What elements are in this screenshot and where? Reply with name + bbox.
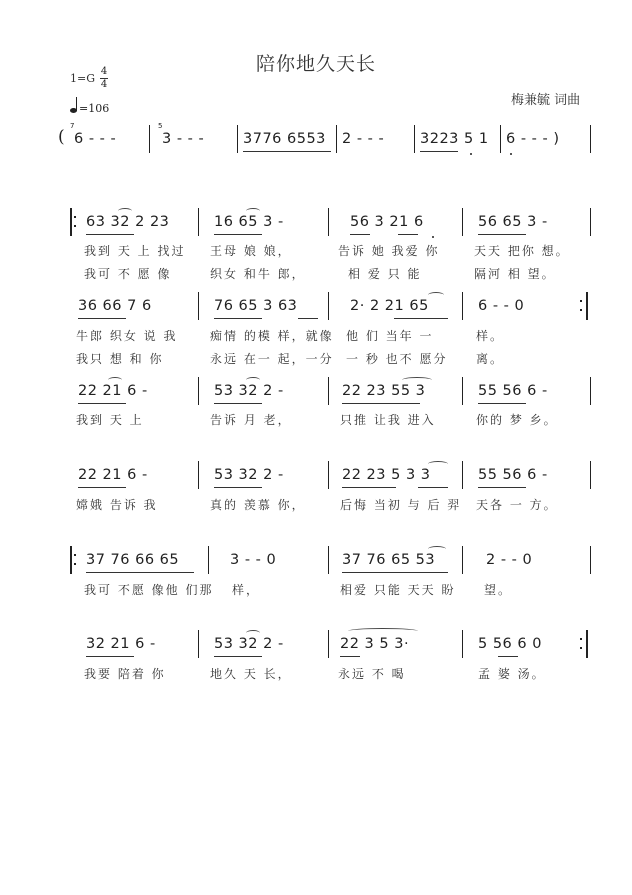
lyric-line-1: 告诉 月 老，: [210, 413, 292, 427]
score-system-1: [0, 214, 632, 238]
song-title: 陪你地久天长: [255, 53, 376, 75]
lyric-line-2: 我只 想 和 你: [76, 352, 164, 366]
intro-bar: 3 - - -: [162, 131, 205, 147]
tempo-marking: =106: [70, 102, 109, 115]
intro-line: ( 7 6 - - - 5 3 - - - 3776 6553 2 - - - 3223 5 1 6 - - - ): [0, 131, 632, 155]
lyric-line-2: 隔河 相 望。: [474, 267, 556, 281]
score-system-6: [0, 636, 632, 660]
measure: 53 32 2 -: [214, 383, 284, 399]
measure: 53 32 2 -: [214, 636, 284, 652]
lyric-line-1: 王母 娘 娘，: [210, 244, 292, 258]
measure: 22 23 5 3 3: [342, 467, 431, 483]
lyric-line-1: 只推 让我 进入: [340, 413, 436, 427]
measure: 32 21 6 -: [86, 636, 156, 652]
lyric-line-1: 地久 天 长，: [210, 667, 292, 681]
measure: 63 32 2 23: [86, 214, 170, 230]
lyric-line-1: 痴情 的模 样，就像: [210, 329, 334, 343]
lyric-line-1: 牛郎 织女 说 我: [76, 329, 178, 343]
score-system-2: [0, 298, 632, 322]
lyric-line-1: 我要 陪着 你: [84, 667, 166, 681]
lyric-line-2: 织女 和牛 郎，: [210, 267, 306, 281]
lyric-line-1: 我可 不愿 像他 们那: [84, 583, 214, 597]
measure: 22 21 6 -: [78, 467, 148, 483]
measure: 2 - - 0: [486, 552, 533, 568]
intro-bar: 6 - - - ): [506, 131, 560, 147]
measure: 22 3 5 3·: [340, 636, 410, 652]
lyric-line-1: 告诉 她 我爱 你: [338, 244, 440, 258]
lyric-line-1: 后悔 当初 与 后 羿: [340, 498, 462, 512]
measure: 56 65 3 -: [478, 214, 548, 230]
lyric-line-2: 我可 不 愿 像: [84, 267, 172, 281]
lyric-line-1: 我到 天 上 找过: [84, 244, 186, 258]
score-system-3: [0, 383, 632, 407]
time-signature-bottom: 4: [100, 79, 108, 90]
measure: 53 32 2 -: [214, 467, 284, 483]
intro-bar: 3776 6553: [243, 131, 326, 147]
measure: 5 56 6 0: [478, 636, 542, 652]
lyric-line-1: 样，: [232, 583, 261, 597]
measure: 22 21 6 -: [78, 383, 148, 399]
lyric-line-2: 相 爱 只 能: [348, 267, 422, 281]
lyric-line-1: 真的 羡慕 你，: [210, 498, 306, 512]
measure: 76 65 3 63: [214, 298, 298, 314]
measure: 56 3 21 6: [350, 214, 424, 230]
quarter-note-icon: [70, 108, 77, 113]
lyric-line-1: 样。: [476, 329, 505, 343]
lyric-line-1: 天各 一 方。: [476, 498, 558, 512]
measure: 22 23 55 3: [342, 383, 426, 399]
score-system-5: [0, 552, 632, 576]
lyric-line-1: 永远 不 喝: [338, 667, 406, 681]
measure: 3 - - 0: [230, 552, 277, 568]
intro-bar: 6 - - -: [74, 131, 117, 147]
score-system-4: [0, 467, 632, 491]
lyric-line-1: 我到 天 上: [76, 413, 144, 427]
lyric-line-2: 离。: [476, 352, 505, 366]
lyric-line-1: 相爱 只能 天天 盼: [340, 583, 456, 597]
lyric-line-1: 你的 梦 乡。: [476, 413, 558, 427]
lyric-line-1: 嫦娥 告诉 我: [76, 498, 158, 512]
intro-bar: 2 - - -: [342, 131, 385, 147]
key-signature: 1=G: [70, 72, 96, 85]
measure: 2· 2 21 65: [350, 298, 429, 314]
lyric-line-1: 他 们 当年 一: [346, 329, 434, 343]
grace-note: 7: [70, 122, 75, 130]
measure: 37 76 66 65: [86, 552, 180, 568]
measure: 16 65 3 -: [214, 214, 284, 230]
composer-credit: 梅兼毓 词曲: [511, 93, 581, 108]
lyric-line-1: 望。: [484, 583, 513, 597]
measure: 6 - - 0: [478, 298, 525, 314]
measure: 55 56 6 -: [478, 467, 548, 483]
measure: 36 66 7 6: [78, 298, 152, 314]
measure: 37 76 65 53: [342, 552, 436, 568]
time-signature-top: 4: [100, 66, 108, 77]
lyric-line-1: 天天 把你 想。: [474, 244, 570, 258]
lyric-line-2: 永远 在一 起，一分: [210, 352, 334, 366]
lyric-line-2: 一 秒 也不 愿分: [346, 352, 448, 366]
intro-bar: 3223 5 1: [420, 131, 489, 147]
lyric-line-1: 孟 婆 汤。: [478, 667, 546, 681]
grace-note: 5: [158, 122, 163, 130]
measure: 55 56 6 -: [478, 383, 548, 399]
time-signature: [100, 66, 108, 91]
